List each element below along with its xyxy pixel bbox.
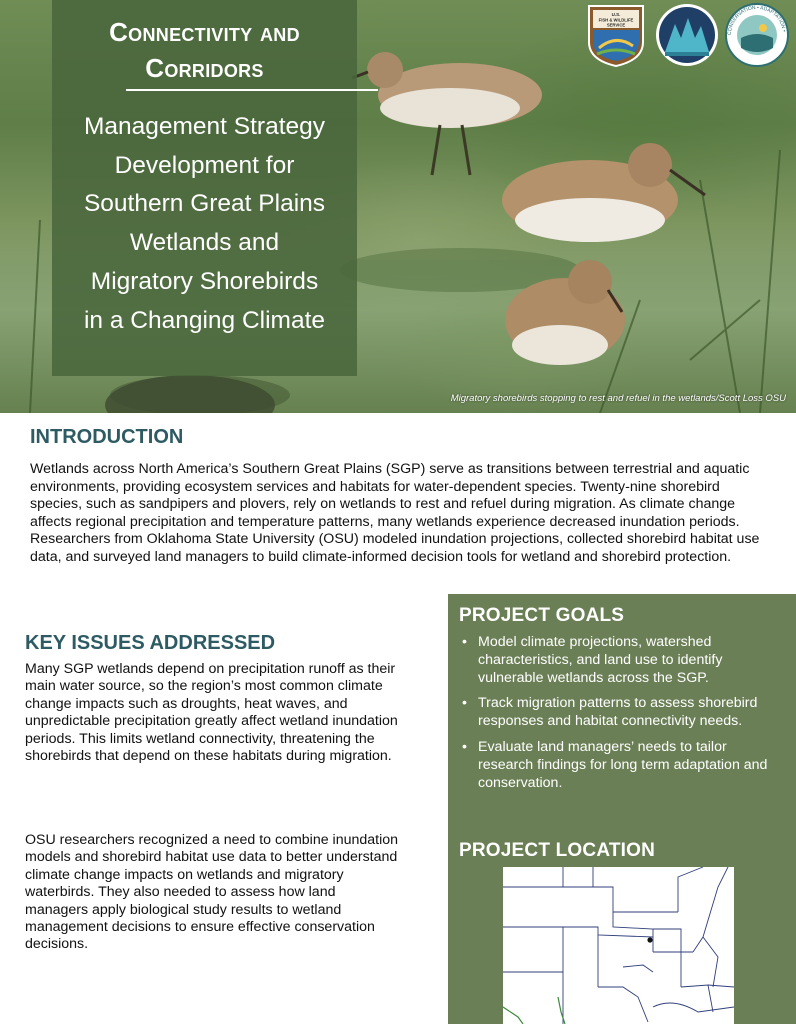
usfws-logo-line2: FISH & WILDLIFE <box>598 17 634 23</box>
project-location-marker <box>647 937 652 942</box>
goals-panel <box>448 594 796 1024</box>
usfws-logo-line3: SERVICE <box>606 22 626 28</box>
series-title <box>52 14 357 86</box>
series-title-line1: Connectivity and <box>109 17 300 47</box>
key-issues-paragraph-2: OSU researchers recognized a need to combine inundation models and shorebird habitat use data to better understand climate change impacts on wetlands and migratory waterbirds. They also needed to assess how land managers apply biological study results to wetland management decisions to ensure effective conservation decisions. <box>25 832 399 953</box>
project-location-heading: PROJECT LOCATION <box>459 840 656 861</box>
project-location-map <box>503 867 734 1024</box>
key-issues-paragraph-1: Many SGP wetlands depend on precipitation runoff as their main water source, so the region’s most common climate change impacts such as droughts, heat waves, and unpredictable precipitation greatly affect wetland inundation periods. This limits wetland connectivity, threatening the shorebirds that depend on these habitats during migration. <box>25 661 398 765</box>
introduction-heading: INTRODUCTION <box>30 426 184 448</box>
main-title-line: Development for <box>114 151 295 179</box>
bullet-icon: • <box>462 634 467 650</box>
main-title-line: Migratory Shorebirds <box>90 267 319 295</box>
main-title-line: Wetlands and <box>129 229 280 257</box>
main-title <box>52 108 357 340</box>
partner-logos <box>585 2 790 68</box>
series-title-line2: Corridors <box>145 53 264 83</box>
shorebird-1 <box>352 52 542 175</box>
title-divider <box>126 89 378 91</box>
title-box <box>52 0 357 376</box>
shorebird-2 <box>502 143 705 242</box>
usfws-logo-line1: U.S. <box>611 12 621 17</box>
casc-logo-ring-text: CONSERVATION • ADAPTATION • <box>726 4 787 36</box>
project-goals-list <box>460 634 780 800</box>
project-goals-heading: PROJECT GOALS <box>459 605 625 626</box>
main-title-line: Management Strategy <box>83 113 326 140</box>
goal-text: Model climate projections, watershed characteristics, and land use to identify vulnerable wetlands across the SGP. <box>478 634 723 686</box>
goal-item <box>460 634 780 687</box>
main-title-line: in a Changing Climate <box>83 306 326 334</box>
usfws-logo <box>589 6 643 66</box>
key-issues-heading: KEY ISSUES ADDRESSED <box>25 632 276 654</box>
goal-text: Track migration patterns to assess shorebird responses and habitat connectivity needs. <box>478 695 758 730</box>
bullet-icon: • <box>462 695 467 712</box>
goal-text: Evaluate land managers’ needs to tailor research findings for long term adaptation and conservation. <box>478 738 768 791</box>
goal-item <box>460 695 780 731</box>
interior-logo <box>656 4 718 66</box>
main-title-line: Southern Great Plains <box>83 190 326 218</box>
introduction-body: Wetlands across North America’s Southern Great Plains (SGP) serve as transitions between terrestrial and aquatic environments, providing ecosystem services and habitats for water-dependent species. Twenty-nine shorebird species, such as sandpipers and plovers, rely on wetlands to rest and refuel during migration. As climate change affects regional precipitation and temperature patterns, many wetlands experience decreased inundation periods. Researchers from Oklahoma State University (OSU) modeled inundation projections, collected shorebird habitat use data, and surveyed land managers to build climate-informed decision tools for wetland and shorebird protection. <box>30 461 760 565</box>
bullet-icon: • <box>462 738 467 755</box>
hero-photo <box>0 0 796 413</box>
goal-item <box>460 739 780 792</box>
photo-caption: Migratory shorebirds stopping to rest and refuel in the wetlands/Scott Loss OSU <box>450 393 786 404</box>
